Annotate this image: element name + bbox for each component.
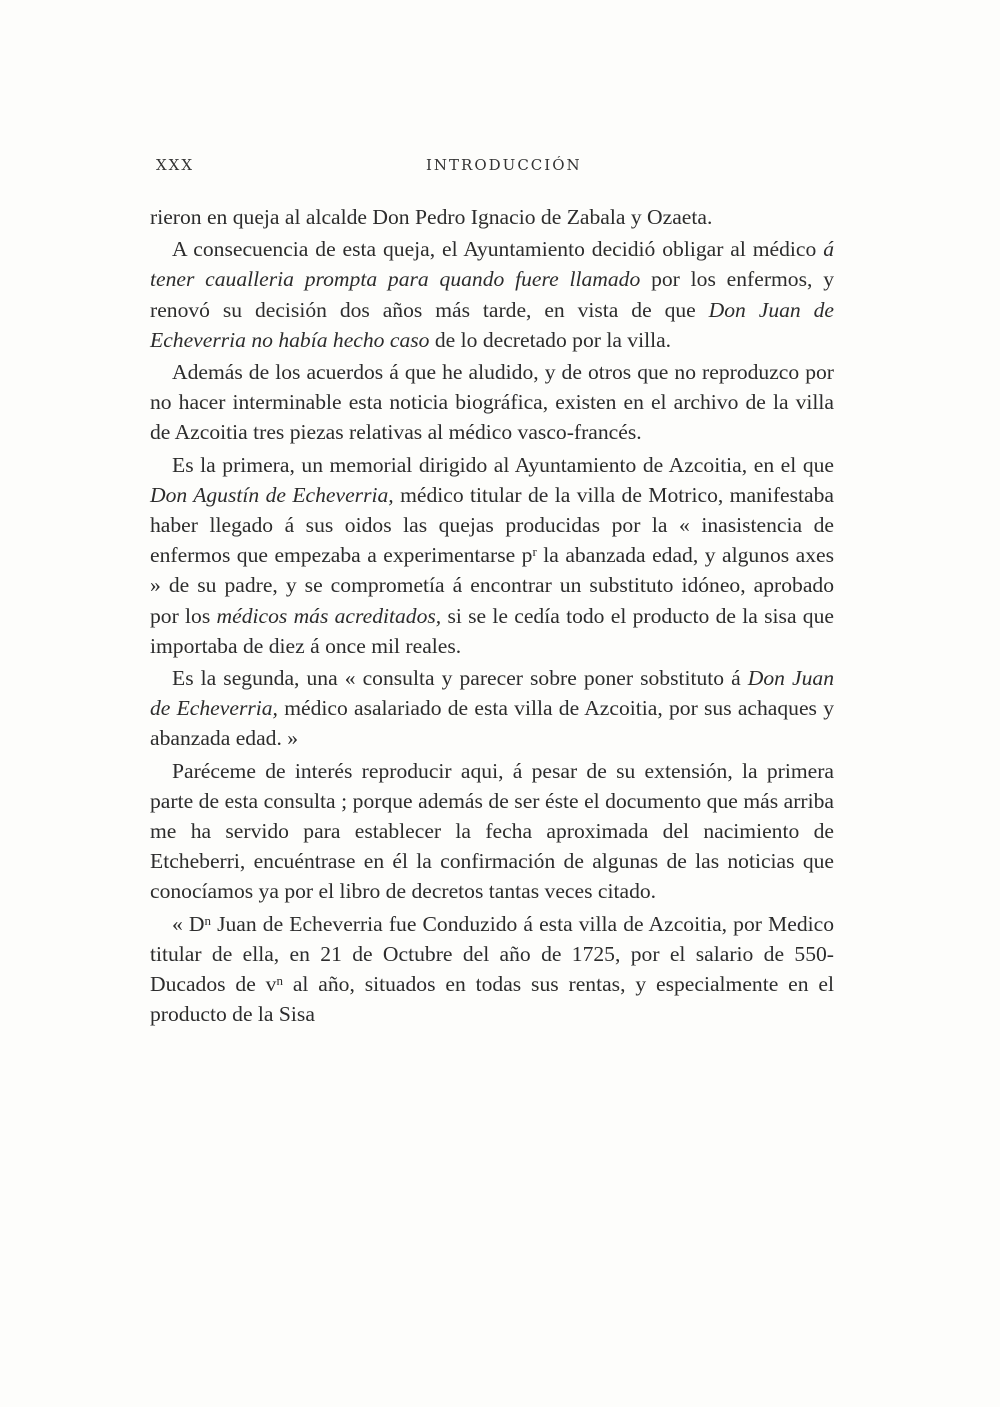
paragraph-2-italic-a: á tener caualleria prompta para quando fuere llamado: [150, 237, 834, 292]
paragraph-3: [150, 357, 834, 448]
paragraph-7-text-b: Juan de Echeverria fue Conduzido á esta villa de Azcoitia, por Medico titular de ella, en 21 de Octubre del año de 1725, por el salario de 550- Ducados de v: [150, 911, 834, 997]
paragraph-4-text-b: médico titular de la villa de Motrico, manifestaba haber llegado á sus oidos las quejas producidas por la « inasistencia de enfermos que empezaba a experimentarse p: [150, 482, 834, 568]
paragraph-6-text: Paréceme de interés reproducir aqui, á pesar de su extensión, la primera parte de esta consulta ; porque además de ser éste el documento que más arriba me ha servido para establecer la fecha aproximada del nacimiento de Etcheberri, encuéntrase en él la confirmación de algunas de las noticias que conocíamos ya por el libro de decretos tantas veces citado.: [150, 758, 834, 904]
paragraph-6: [150, 756, 834, 907]
paragraph-7-text-a: « D: [172, 911, 205, 936]
paragraph-5-italic: Don Juan de Echeverria,: [150, 666, 835, 721]
paragraph-1: [150, 202, 834, 232]
paragraph-2-italic-b: Don Juan de Echeverria no había hecho caso: [150, 297, 834, 352]
page-number: XXX: [156, 156, 195, 174]
paragraph-4-text-d: si se le cedía todo el producto de la sisa que importaba de diez á once mil reales.: [150, 603, 834, 658]
paragraph-4-italic-b: médicos más acreditados,: [216, 603, 442, 628]
paragraph-4-superscript: r: [532, 544, 537, 560]
paragraph-7-superscript-b: n: [276, 973, 283, 989]
paragraph-5-text-b: médico asalariado de esta villa de Azcoitia, por sus achaques y abanzada edad. »: [150, 696, 834, 751]
paragraph-4-text-a: Es la primera, un memorial dirigido al Ayuntamiento de Azcoitia, en el que: [172, 452, 834, 477]
paragraph-2-text-c: de lo decretado por la villa.: [429, 327, 672, 352]
paragraph-2: [150, 234, 834, 355]
paragraph-3-text: Además de los acuerdos á que he aludido, y de otros que no reproduzco por no hacer interminable esta noticia biográfica, existen en el archivo de la villa de Azcoitia tres piezas relativas al médico vasco-francés.: [150, 360, 834, 445]
paragraph-5-text-a: Es la segunda, una « consulta y parecer sobre poner sobstituto á: [172, 666, 748, 691]
paragraph-2-text-a: A consecuencia de esta queja, el Ayuntamiento decidió obligar al médico: [172, 237, 824, 262]
paragraph-2-text-b: por los enfermos, y renovó su decisión dos años más tarde, en vista de que: [150, 267, 835, 322]
paragraph-4-italic-a: Don Agustín de Echeverria,: [150, 482, 394, 507]
paragraph-1-text: rieron en queja al alcalde Don Pedro Ignacio de Zabala y Ozaeta.: [150, 205, 713, 229]
paragraph-7-superscript-a: n: [204, 912, 211, 928]
body-text: [150, 202, 834, 1029]
paragraph-7-text-c: al año, situados en todas sus rentas, y especialmente en el producto de la Sisa: [150, 972, 834, 1027]
running-header: [150, 148, 834, 182]
paragraph-4: [150, 450, 834, 661]
paragraph-5: [150, 663, 834, 754]
chapter-title: INTRODUCCIÓN: [426, 156, 582, 174]
paragraph-7: [150, 909, 834, 1030]
book-page: [150, 148, 834, 1029]
paragraph-4-text-c: la abanzada edad, y algunos axes » de su padre, y se comprometía á encontrar un substituto idóneo, aprobado por los: [150, 543, 834, 628]
